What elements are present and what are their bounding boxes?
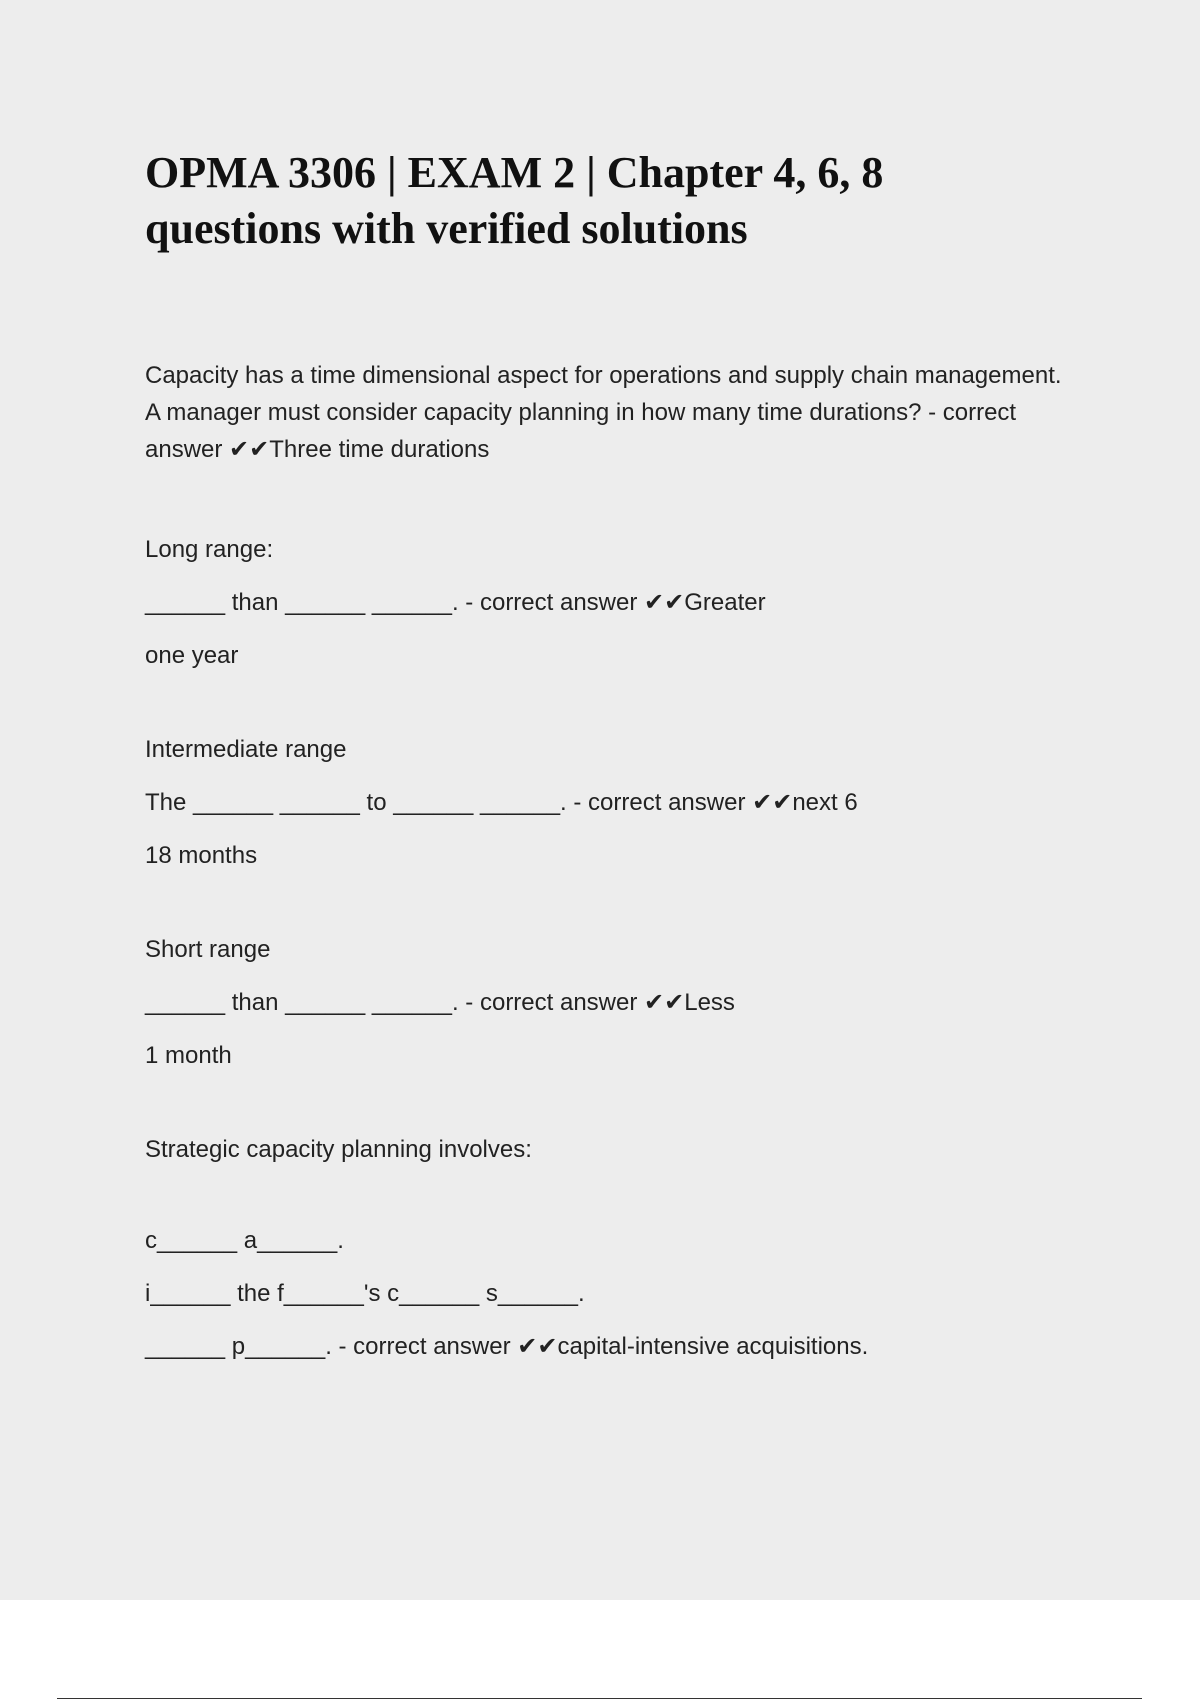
question-heading: Strategic capacity planning involves: — [145, 1136, 532, 1163]
question-blank-answer: ______ than ______ ______. - correct answer ✔✔Less — [145, 989, 735, 1016]
question-blank-answer: ______ p______. - correct answer ✔✔capital-intensive acquisitions. — [145, 1333, 869, 1360]
qa-item-time-durations — [145, 357, 1065, 468]
qa-item-intermediate-range — [145, 738, 1065, 868]
question-blank-line: c______ a______. — [145, 1227, 344, 1254]
answer-continuation: 1 month — [145, 1042, 232, 1069]
answer-continuation: one year — [145, 642, 239, 669]
question-blank-answer: ______ than ______ ______. - correct answer ✔✔Greater — [145, 589, 766, 616]
question-heading: Intermediate range — [145, 736, 347, 763]
blank-spacer — [145, 1191, 1065, 1229]
question-answer-text: Capacity has a time dimensional aspect for operations and supply chain management. A manager must consider capacity planning in how many time durations? - correct answer ✔✔Three time durations — [145, 362, 1062, 463]
question-blank-line: i______ the f______'s c______ s______. — [145, 1280, 585, 1307]
qa-item-short-range — [145, 938, 1065, 1068]
qa-item-strategic-capacity — [145, 1138, 1065, 1359]
footer-divider — [57, 1698, 1142, 1699]
answer-continuation: 18 months — [145, 842, 258, 869]
document-title: OPMA 3306 | EXAM 2 | Chapter 4, 6, 8 questions with verified solutions — [145, 148, 884, 253]
question-heading: Long range: — [145, 536, 274, 563]
question-heading: Short range — [145, 936, 271, 963]
question-blank-answer: The ______ ______ to ______ ______. - correct answer ✔✔next 6 — [145, 789, 858, 816]
qa-item-long-range — [145, 538, 1065, 668]
document-content — [145, 145, 1065, 1359]
